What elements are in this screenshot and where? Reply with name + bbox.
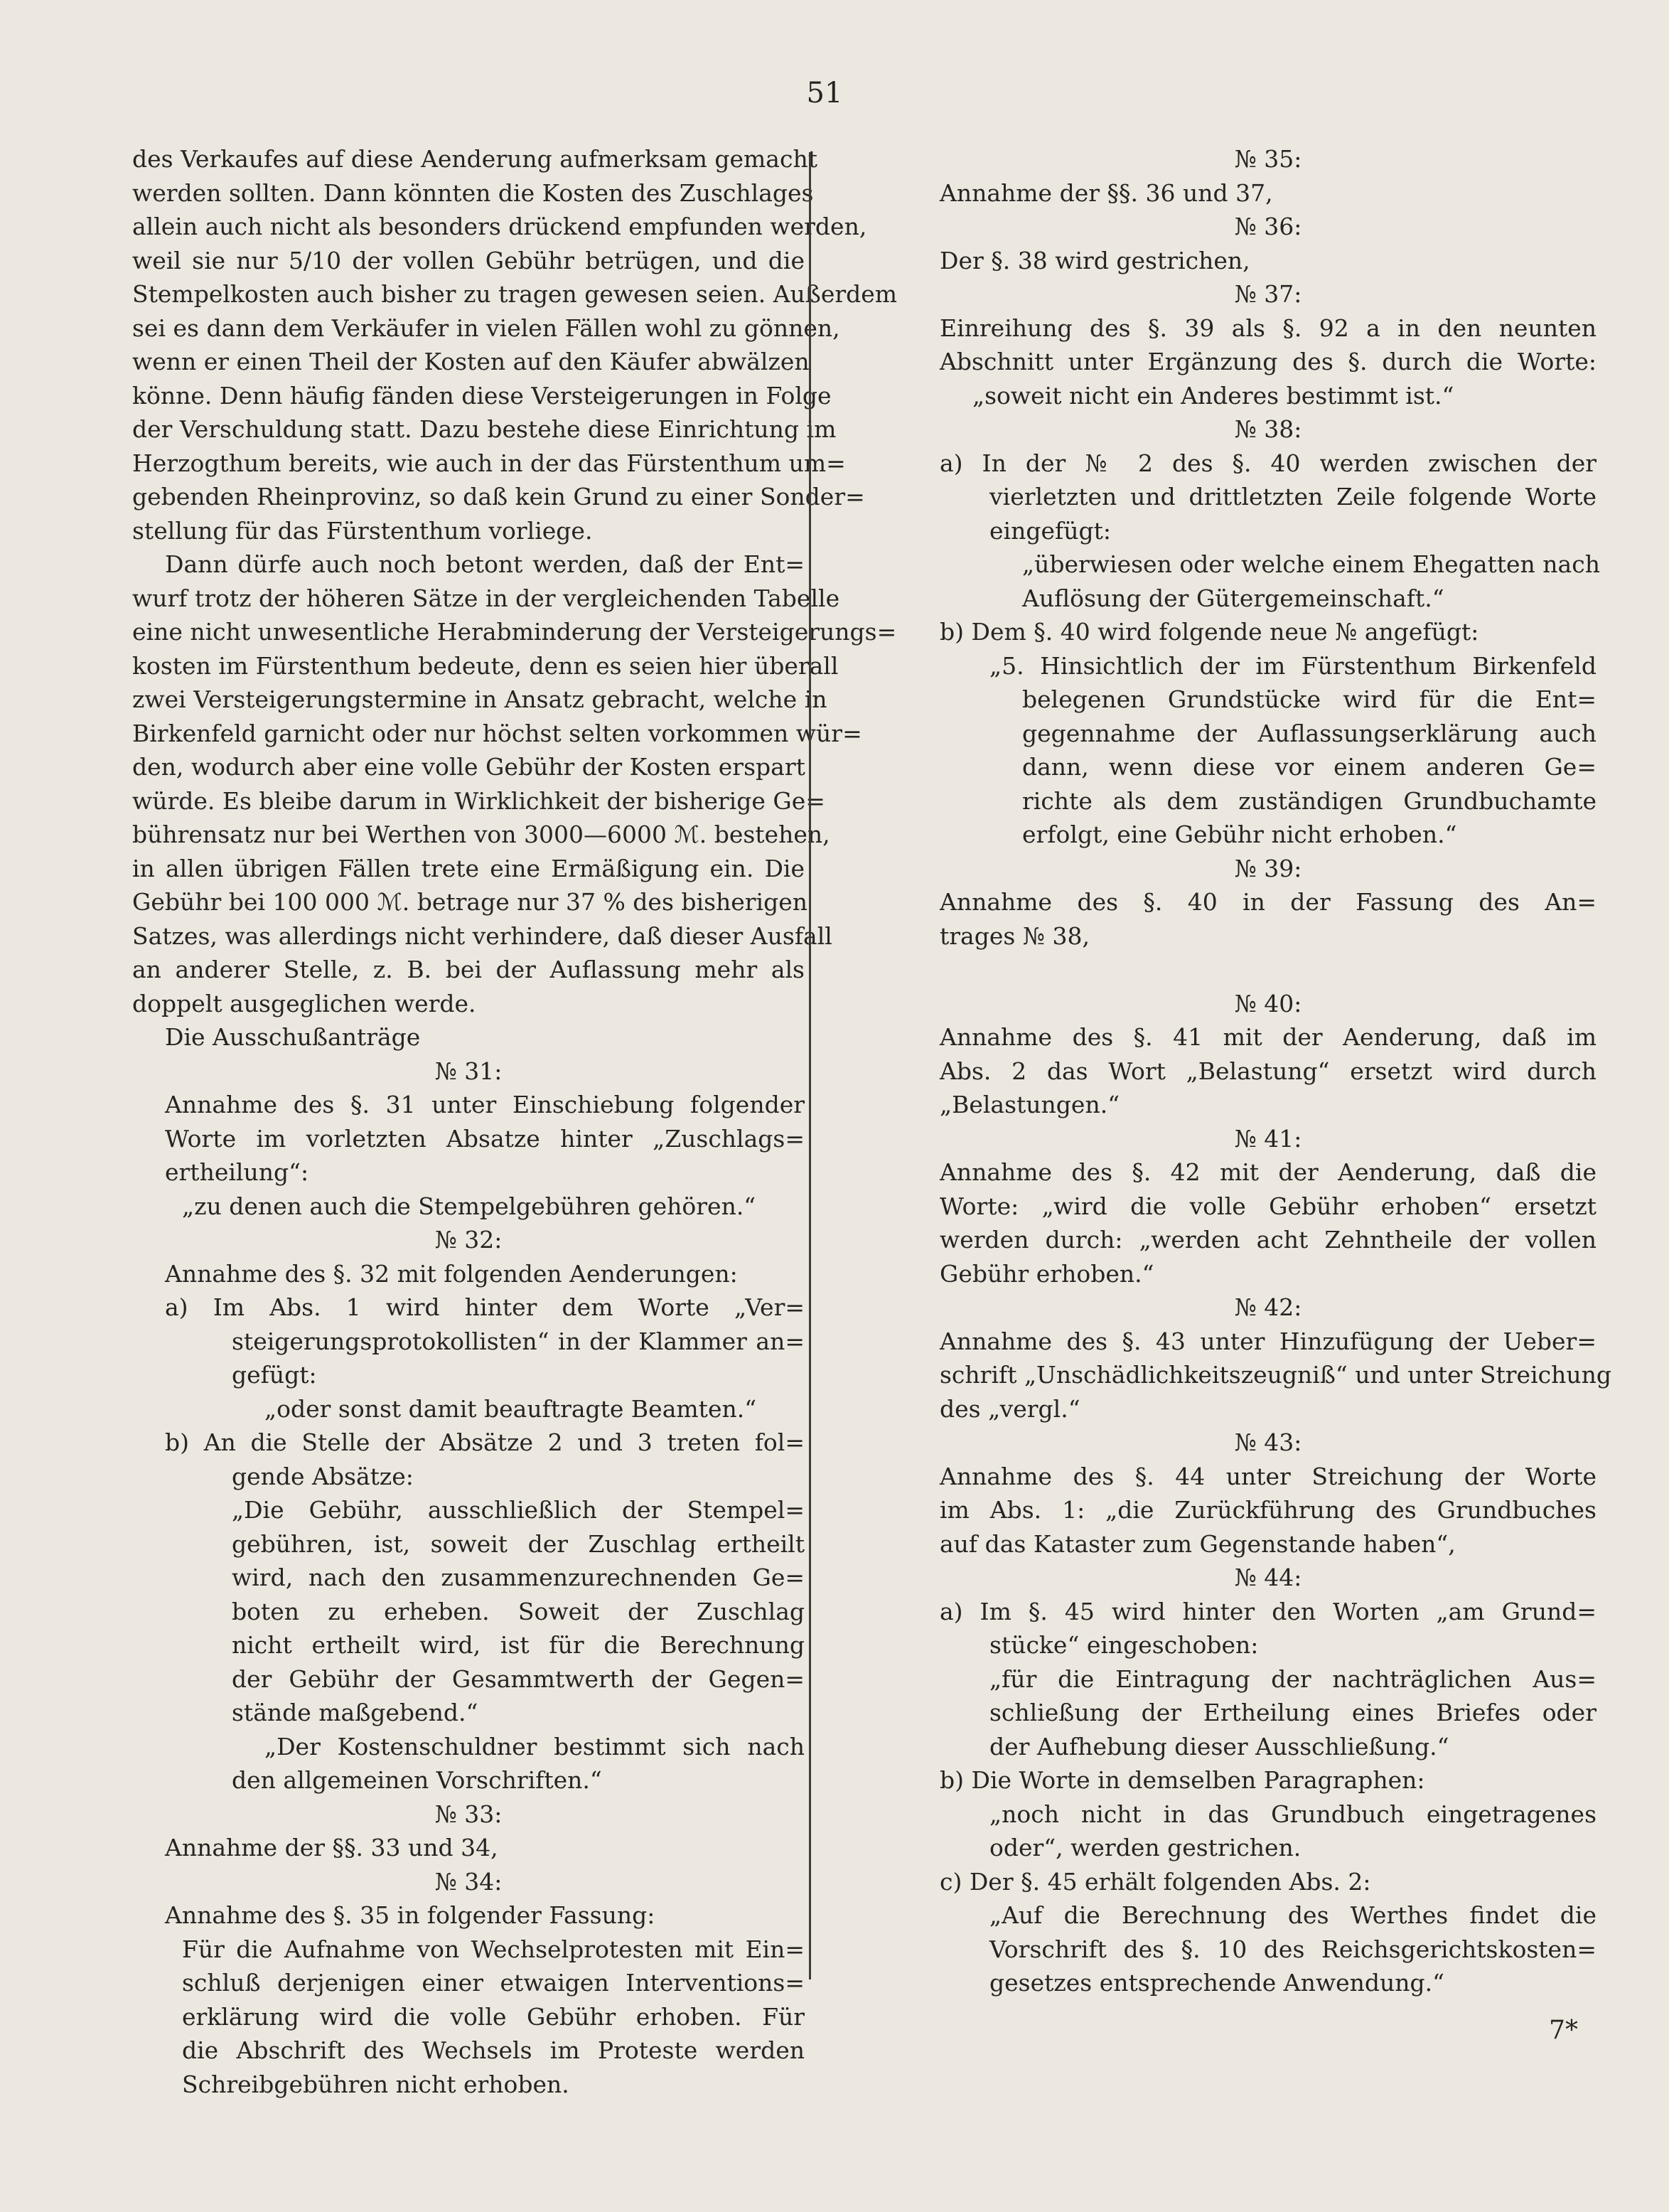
text-line: Abs. 2 das Wort „Belastung“ ersetzt wird durch	[940, 1057, 1596, 1085]
text-line: weil sie nur 5/10 der vollen Gebühr betrügen, und die	[132, 246, 805, 274]
text-line: „überwiesen oder welche einem Ehegatten nach	[1022, 550, 1600, 578]
text-line: № 42:	[1234, 1293, 1302, 1321]
text-line: Annahme des §. 43 unter Hinzufügung der Ueber=	[940, 1327, 1596, 1355]
catchword: 7*	[1549, 2016, 1578, 2045]
text-line: ertheilung“:	[165, 1158, 309, 1186]
text-line: der Verschuldung statt. Dazu bestehe diese Einrichtung im	[132, 415, 837, 443]
text-line: Annahme des §. 31 unter Einschiebung folgender	[165, 1091, 805, 1118]
text-line: b) Dem §. 40 wird folgende neue № angefügt:	[940, 618, 1479, 646]
text-line: № 33:	[434, 1800, 503, 1828]
text-line: steigerungsprotokollisten“ in der Klammer an=	[232, 1327, 805, 1355]
text-line: Gebühr erhoben.“	[940, 1259, 1154, 1288]
text-line: Stempelkosten auch bisher zu tragen gewesen seien. Außerdem	[132, 280, 898, 308]
text-line: auf das Kataster zum Gegenstande haben“,	[940, 1529, 1456, 1558]
text-line: eingefügt:	[989, 516, 1111, 545]
text-line: Annahme des §. 44 unter Streichung der Worte	[940, 1462, 1596, 1490]
text-line: Die Ausschußanträge	[165, 1023, 421, 1051]
text-line: „Belastungen.“	[940, 1091, 1120, 1118]
text-line: kosten im Fürstenthum bedeute, denn es seien hier überall	[132, 651, 839, 680]
text-line: boten zu erheben. Soweit der Zuschlag	[232, 1597, 805, 1625]
text-line: c) Der §. 45 erhält folgenden Abs. 2:	[940, 1867, 1371, 1896]
text-line: Der §. 38 wird gestrichen,	[940, 246, 1250, 274]
text-line: № 32:	[434, 1226, 503, 1254]
text-line: b) An die Stelle der Absätze 2 und 3 treten fol=	[165, 1428, 805, 1456]
text-line: trages № 38,	[940, 921, 1090, 950]
text-line: Schreibgebühren nicht erhoben.	[182, 2070, 569, 2098]
text-line: „für die Eintragung der nachträglichen Aus=	[989, 1665, 1596, 1693]
text-line: № 37:	[1234, 280, 1302, 308]
text-line: doppelt ausgeglichen werde.	[132, 989, 476, 1017]
text-line: b) Die Worte in demselben Paragraphen:	[940, 1766, 1425, 1794]
text-line: des „vergl.“	[940, 1394, 1080, 1423]
text-line: № 44:	[1234, 1564, 1302, 1591]
text-line: Annahme des §. 41 mit der Aenderung, daß im	[940, 1023, 1596, 1051]
column-divider	[809, 152, 811, 1979]
text-line: Für die Aufnahme von Wechselprotesten mit Ein=	[182, 1935, 805, 1963]
text-line: Satzes, was allerdings nicht verhindere, daß dieser Ausfall	[132, 921, 832, 950]
text-line: „soweit nicht ein Anderes bestimmt ist.“	[972, 381, 1454, 410]
text-line: schließung der Ertheilung eines Briefes oder	[989, 1699, 1596, 1726]
text-line: stellung für das Fürstenthum vorliege.	[132, 516, 593, 545]
text-line: der Gebühr der Gesammtwerth der Gegen=	[232, 1665, 805, 1693]
text-line: Worte im vorletzten Absatze hinter „Zuschlags=	[165, 1124, 805, 1153]
text-line: oder“, werden gestrichen.	[989, 1834, 1302, 1861]
text-line: Annahme der §§. 33 und 34,	[165, 1834, 498, 1861]
text-line: gende Absätze:	[232, 1462, 414, 1490]
text-line: „oder sonst damit beauftragte Beamten.“	[264, 1394, 757, 1423]
page-number: 51	[806, 77, 843, 109]
text-line: des Verkaufes auf diese Aenderung aufmerksam gemacht	[132, 145, 817, 173]
text-line: wurf trotz der höheren Sätze in der vergleichenden Tabelle	[132, 584, 840, 612]
text-line: vierletzten und drittletzten Zeile folgende Worte	[989, 483, 1596, 511]
text-line: stände maßgebend.“	[232, 1699, 478, 1726]
text-line: nicht ertheilt wird, ist für die Berechnung	[232, 1631, 805, 1659]
text-line: bührensatz nur bei Werthen von 3000—6000 ℳ. bestehen,	[132, 821, 830, 848]
text-line: Birkenfeld garnicht oder nur höchst selten vorkommen wür=	[132, 719, 862, 747]
text-line: Auflösung der Gütergemeinschaft.“	[1022, 584, 1444, 612]
text-line: № 31:	[434, 1057, 503, 1085]
text-line: Annahme des §. 35 in folgender Fassung:	[165, 1901, 655, 1929]
text-line: Annahme des §. 40 in der Fassung des An=	[940, 888, 1596, 916]
text-line: stücke“ eingeschoben:	[989, 1631, 1259, 1659]
text-line: erfolgt, eine Gebühr nicht erhoben.“	[1022, 821, 1457, 848]
text-line: in allen übrigen Fällen trete eine Ermäßigung ein. Die	[132, 854, 805, 882]
text-line: gefügt:	[232, 1361, 317, 1389]
text-line: a) Im §. 45 wird hinter den Worten „am Grund=	[940, 1597, 1596, 1625]
text-line: № 43:	[1234, 1428, 1302, 1456]
text-line: gebenden Rheinprovinz, so daß kein Grund zu einer Sonder=	[132, 483, 865, 511]
text-line	[940, 953, 1596, 987]
text-line: schluß derjenigen einer etwaigen Interventions=	[182, 1969, 805, 1997]
text-line: Worte: „wird die volle Gebühr erhoben“ ersetzt	[940, 1192, 1596, 1220]
text-line: schrift „Unschädlichkeitszeugniß“ und unter Streichung	[940, 1361, 1611, 1389]
text-line: richte als dem zuständigen Grundbuchamte	[1022, 786, 1596, 815]
text-line: belegenen Grundstücke wird für die Ent=	[1022, 685, 1596, 713]
text-line: zwei Versteigerungstermine in Ansatz gebracht, welche in	[132, 685, 827, 713]
text-line: a) Im Abs. 1 wird hinter dem Worte „Ver=	[165, 1293, 805, 1321]
text-line: den, wodurch aber eine volle Gebühr der Kosten erspart	[132, 753, 805, 781]
text-line: „noch nicht in das Grundbuch eingetragenes	[989, 1800, 1596, 1828]
text-line: allein auch nicht als besonders drückend empfunden werden,	[132, 213, 867, 240]
text-line: Dann dürfe auch noch betont werden, daß der Ent=	[165, 550, 805, 578]
right-column	[940, 142, 1611, 2000]
text-line: № 35:	[1234, 145, 1302, 173]
text-line: Herzogthum bereits, wie auch in der das Fürstenthum um=	[132, 449, 846, 477]
text-line: werden sollten. Dann könnten die Kosten des Zuschlages	[132, 178, 814, 207]
text-line: Vorschrift des §. 10 des Reichsgerichtskosten=	[989, 1935, 1596, 1963]
text-line: wenn er einen Theil der Kosten auf den Käufer abwälzen	[132, 348, 810, 375]
text-line: den allgemeinen Vorschriften.“	[232, 1766, 602, 1794]
text-line: „5. Hinsichtlich der im Fürstenthum Birkenfeld	[989, 651, 1596, 680]
text-line: wird, nach den zusammenzurechnenden Ge=	[232, 1564, 805, 1591]
text-line: der Aufhebung dieser Ausschließung.“	[989, 1732, 1449, 1760]
text-line: № 36:	[1234, 213, 1302, 240]
text-line: Abschnitt unter Ergänzung des §. durch die Worte:	[940, 348, 1596, 375]
text-line: die Abschrift des Wechsels im Proteste werden	[182, 2036, 805, 2064]
text-line: № 40:	[1234, 989, 1302, 1017]
text-line: gesetzes entsprechende Anwendung.“	[989, 1969, 1445, 1997]
text-line: an anderer Stelle, z. B. bei der Auflassung mehr als	[132, 956, 805, 983]
text-line: Annahme des §. 32 mit folgenden Aenderungen:	[165, 1259, 738, 1288]
text-line: werden durch: „werden acht Zehntheile der vollen	[940, 1226, 1596, 1254]
text-line: „Die Gebühr, ausschließlich der Stempel=	[232, 1496, 805, 1524]
text-line: eine nicht unwesentliche Herabminderung der Versteigerungs=	[132, 618, 897, 646]
text-line: Gebühr bei 100 000 ℳ. betrage nur 37 % des bisherigen	[132, 888, 808, 916]
text-line: würde. Es bleibe darum in Wirklichkeit der bisherige Ge=	[132, 786, 825, 815]
text-line: „zu denen auch die Stempelgebühren gehören.“	[182, 1192, 756, 1220]
text-line: № 38:	[1234, 415, 1302, 443]
text-line: № 39:	[1234, 854, 1302, 882]
text-line: erklärung wird die volle Gebühr erhoben. Für	[182, 2002, 805, 2031]
text-line: könne. Denn häufig fänden diese Versteigerungen in Folge	[132, 381, 832, 410]
text-line: gegennahme der Auflassungserklärung auch	[1022, 719, 1596, 747]
text-line: sei es dann dem Verkäufer in vielen Fällen wohl zu gönnen,	[132, 314, 840, 342]
text-line: „Der Kostenschuldner bestimmt sich nach	[264, 1732, 805, 1760]
text-line: gebühren, ist, soweit der Zuschlag ertheilt	[232, 1529, 805, 1558]
text-line: a) In der № 2 des §. 40 werden zwischen der	[940, 449, 1596, 477]
text-line: dann, wenn diese vor einem anderen Ge=	[1022, 753, 1596, 781]
text-line: № 34:	[434, 1867, 503, 1896]
text-line: Annahme des §. 42 mit der Aenderung, daß die	[940, 1158, 1596, 1186]
text-line: im Abs. 1: „die Zurückführung des Grundbuches	[940, 1496, 1596, 1524]
text-line: Annahme der §§. 36 und 37,	[940, 178, 1273, 207]
text-line: „Auf die Berechnung des Werthes findet die	[989, 1901, 1596, 1929]
text-line: № 41:	[1234, 1124, 1302, 1153]
text-line: Einreihung des §. 39 als §. 92 a in den neunten	[940, 314, 1596, 342]
left-column	[132, 142, 898, 2101]
